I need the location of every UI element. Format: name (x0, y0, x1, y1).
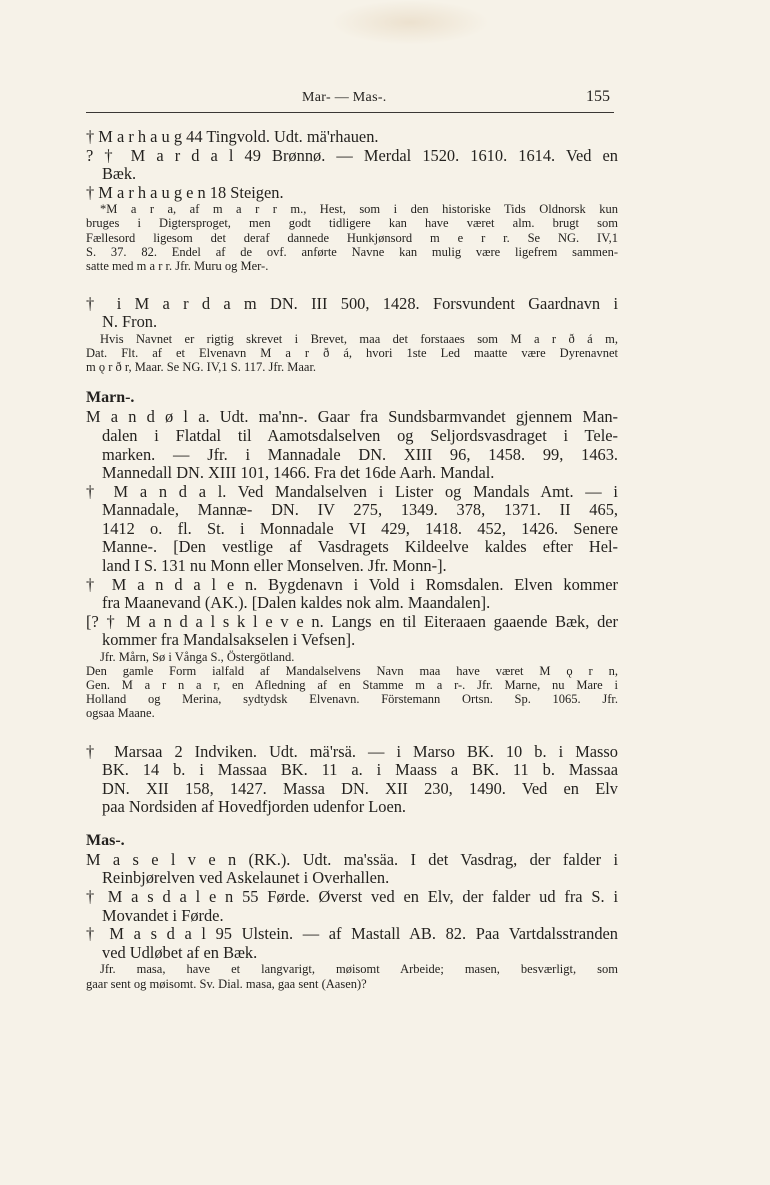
text-line: ogsaa Maane. (86, 706, 155, 721)
text-line: Holland og Merina, sydtydsk Elvenavn. Förstemann Ortsn. Sp. 1065. Jfr. (86, 692, 618, 707)
text-line: ved Udløbet af en Bæk. (102, 943, 258, 962)
page-number: 155 (586, 88, 610, 105)
text-line: m ǫ r ð r, Maar. Se NG. IV,1 S. 117. Jfr. Maar. (86, 360, 317, 375)
entry-block (86, 128, 618, 147)
text-line: Den gamle Form ialfald af Mandalselvens Navn maa have været M ǫ r n, (86, 664, 618, 679)
text-line: BK. 14 b. i Massaa BK. 11 a. i Maass a BK. 11 b. Massaa (102, 761, 618, 780)
text-line: M a s e l v e n (RK.). Udt. ma'ssäa. I det Vasdrag, der falder i (86, 850, 618, 869)
dictionary-body (86, 128, 618, 991)
text-line: Mannadale, Mannæ- DN. IV 275, 1349. 378, 1371. II 465, (102, 501, 618, 520)
text-line: Manne-. [Den vestlige af Vasdragets Kildeelve kaldes efter Hel- (102, 538, 618, 557)
spacer (86, 273, 618, 295)
entry-block (86, 147, 618, 184)
text-line: Marn-. (86, 389, 135, 407)
note-block (86, 962, 618, 990)
text-line: N. Fron. (102, 313, 158, 332)
paper-stain (330, 0, 490, 45)
entry-block (86, 576, 618, 613)
text-line: Gen. M a r n a r, en Afledning af en Stamme m a r-. Jfr. Marne, nu Mare i (86, 678, 618, 693)
text-line: DN. XII 158, 1427. Massa DN. XII 230, 1490. Ved en Elv (102, 779, 618, 798)
text-line: Jfr. masa, have et langvarigt, møisomt Arbeide; masen, besværligt, som (100, 962, 618, 977)
text-line: paa Nordsiden af Hovedfjorden udenfor Loen. (102, 798, 407, 817)
text-line: 1412 o. fl. St. i Monnadale VI 429, 1418. 452, 1426. Senere (102, 519, 618, 538)
text-line: satte med m a r r. Jfr. Muru og Mer-. (86, 258, 269, 273)
entry-block (86, 408, 618, 482)
text-line: land I S. 131 nu Monn eller Monselven. Jfr. Monn-]. (102, 557, 447, 576)
text-line: Movandet i Førde. (102, 906, 224, 925)
spacer (86, 721, 618, 743)
text-line: † M a s d a l 95 Ulstein. — af Mastall AB. 82. Paa Vartdalsstranden (86, 925, 618, 944)
text-line: gaar sent og møisomt. Sv. Dial. masa, gaa sent (Aasen)? (86, 976, 367, 991)
text-line: marken. — Jfr. i Mannadale DN. XIII 96, 1458. 99, 1463. (102, 445, 618, 464)
text-line: bruges i Digtersproget, men godt tidligere kan have været alm. brugt som (86, 216, 618, 231)
section-heading (86, 831, 618, 851)
text-line: Fællesord ligesom det deraf dannede Hunkjønsord m e r r. Se NG. IV,1 (86, 230, 618, 245)
text-line: Hvis Navnet er rigtig skrevet i Brevet, maa det forstaaes som M a r ð á m, (100, 332, 618, 347)
note-block (86, 332, 618, 374)
entry-block (86, 888, 618, 925)
text-line: M a n d ø l a. Udt. ma'nn-. Gaar fra Sundsbarmvandet gjennem Man- (86, 408, 618, 427)
note-block (86, 202, 618, 272)
text-line: † M a s d a l e n 55 Førde. Øverst ved en Elv, der falder ud fra S. i (86, 888, 618, 907)
entry-block (86, 483, 618, 576)
entry-block (86, 743, 618, 817)
text-line: † M a r h a u g e n 18 Steigen. (86, 183, 284, 202)
text-line: † M a n d a l. Ved Mandalselven i Lister og Mandals Amt. — i (86, 482, 618, 501)
text-line: Mannedall DN. XIII 101, 1466. Fra det 16de Aarh. Mandal. (102, 464, 495, 483)
text-line: Mas-. (86, 831, 125, 849)
note-block (86, 650, 618, 720)
text-line: fra Maanevand (AK.). [Dalen kaldes nok alm. Maandalen]. (102, 594, 491, 613)
text-line: † i M a r d a m DN. III 500, 1428. Forsvundent Gaardnavn i (86, 294, 618, 313)
text-line: kommer fra Mandalsakselen i Vefsen]. (102, 631, 356, 650)
section-heading (86, 388, 618, 408)
text-line: Jfr. Mårn, Sø i Vånga S., Östergötland. (100, 650, 295, 665)
entry-block (86, 925, 618, 962)
text-line: † Marsaa 2 Indviken. Udt. mä'rsä. — i Marso BK. 10 b. i Masso (86, 742, 618, 761)
text-line: † M a n d a l e n. Bygdenavn i Vold i Romsdalen. Elven kommer (86, 575, 618, 594)
text-line: *M a r a, af m a r r m., Hest, som i den historiske Tids Oldnorsk kun (100, 202, 618, 217)
text-line: Bæk. (102, 165, 137, 184)
entry-block (86, 613, 618, 650)
text-line: dalen i Flatdal til Aamotsdalselven og Seljordsvasdraget i Tele- (102, 426, 618, 445)
entry-block (86, 184, 618, 203)
text-line: [? † M a n d a l s k l e v e n. Langs en til Eiteraaen gaaende Bæk, der (86, 612, 618, 631)
entry-block (86, 295, 618, 332)
text-line: Reinbjørelven ved Askelaunet i Overhallen. (102, 869, 390, 888)
page-header (86, 90, 614, 113)
text-line: S. 37. 82. Endel af de ovf. anførte Navne kan mulig være ligefrem sammen- (86, 244, 618, 259)
text-line: † M a r h a u g 44 Tingvold. Udt. mä'rhauen. (86, 128, 379, 146)
text-line: ? † M a r d a l 49 Brønnø. — Merdal 1520. 1610. 1614. Ved en (86, 146, 618, 165)
entry-block (86, 851, 618, 888)
running-title: Mar- — Mas-. (302, 90, 387, 105)
text-line: Dat. Flt. af et Elvenavn M a r ð á, hvori 1ste Led maatte være Dyrenavnet (86, 346, 618, 361)
